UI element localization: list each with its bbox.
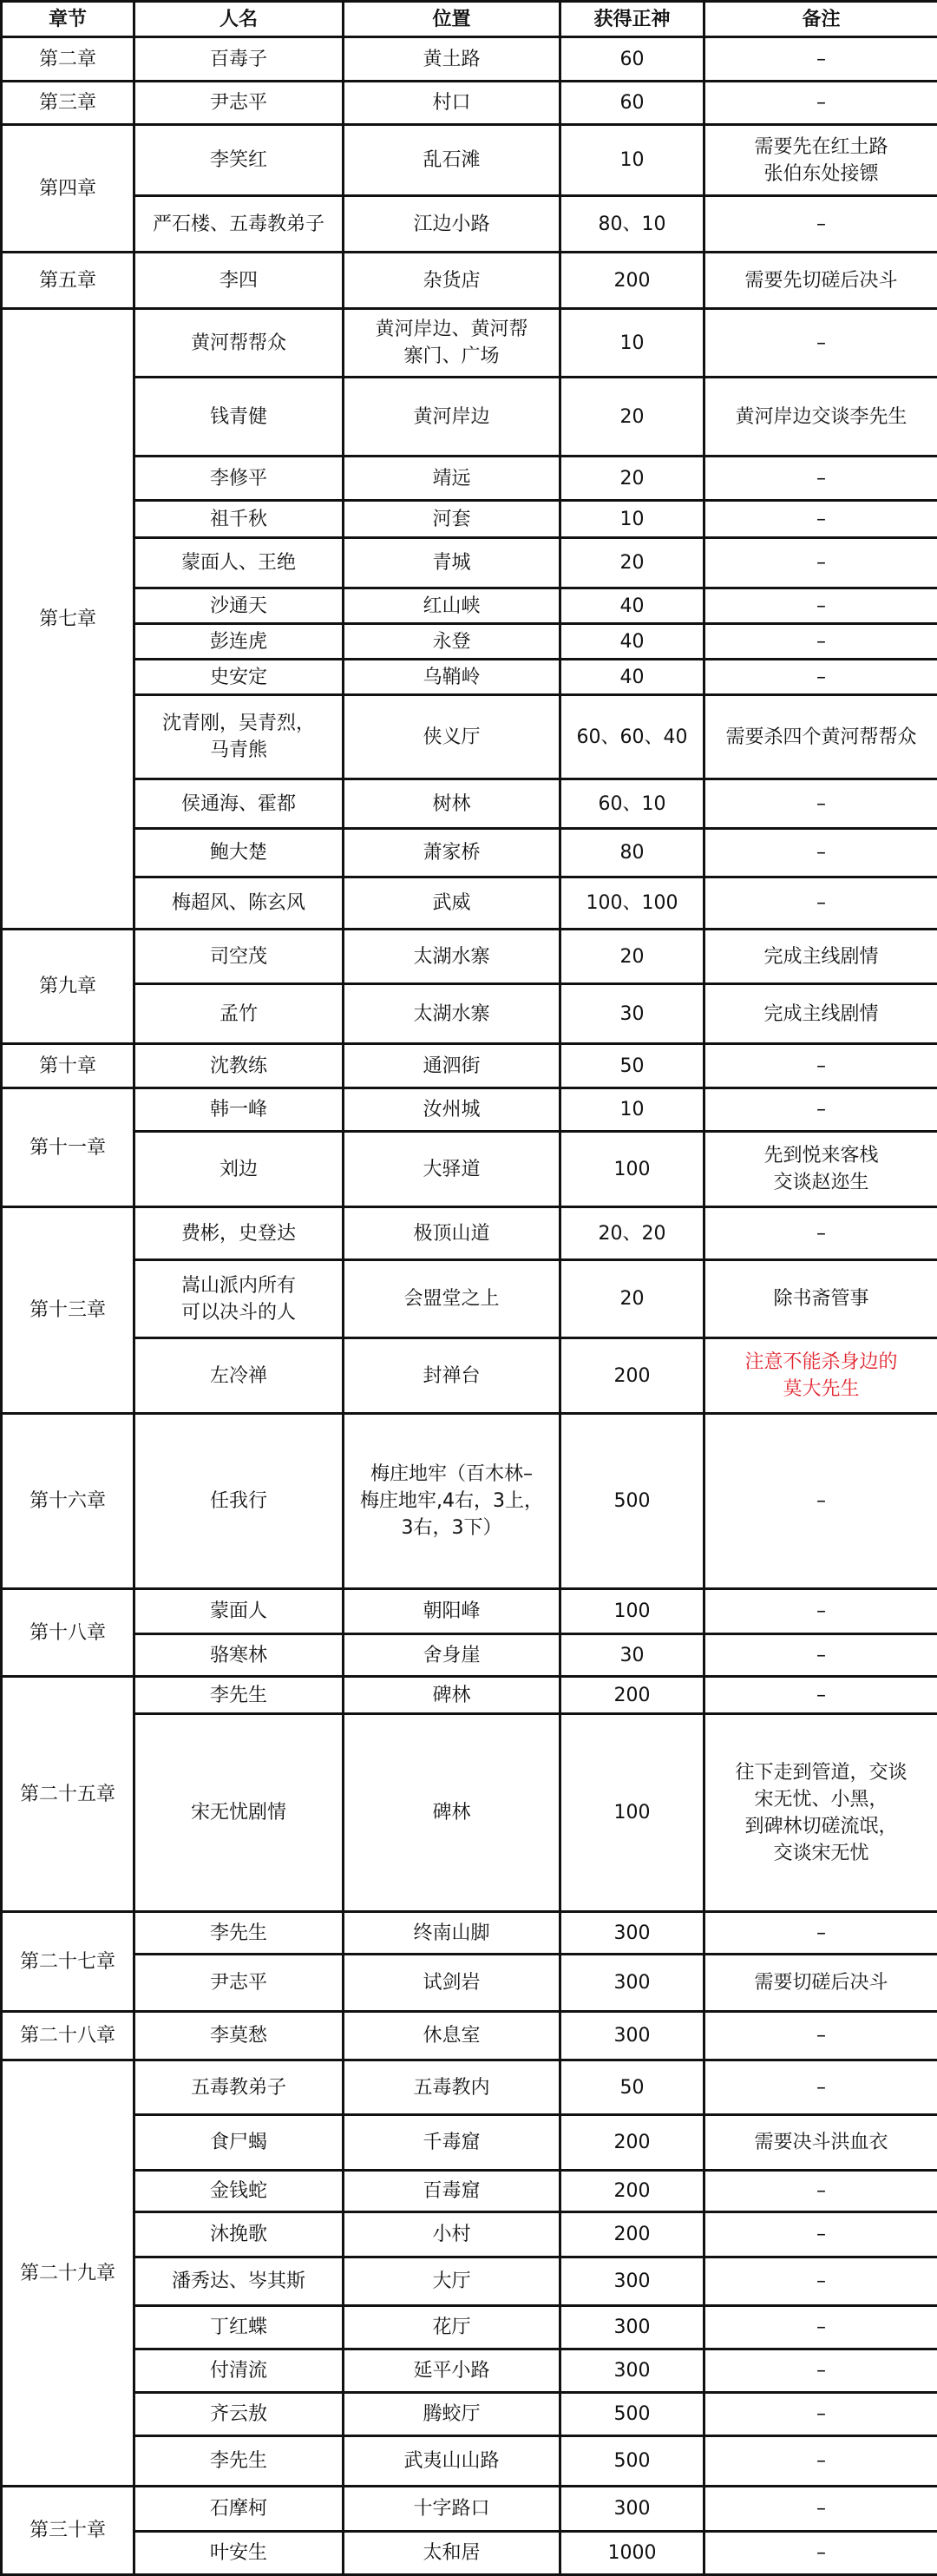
table-row	[2, 1414, 937, 1589]
table-row	[2, 1677, 937, 1714]
chapter-cell: 第九章	[2, 930, 134, 1044]
location-cell: 碑林	[344, 1714, 560, 1912]
table-row	[2, 1044, 937, 1088]
name-cell: 尹志平	[134, 82, 344, 125]
chapter-cell: 第七章	[2, 309, 134, 930]
note-cell: –	[704, 82, 937, 125]
name-cell: 沈教练	[134, 1044, 344, 1088]
name-cell: 李先生	[134, 1677, 344, 1714]
table-row	[2, 309, 937, 378]
note-cell: 需要切磋后决斗	[704, 1955, 937, 2012]
note-cell: –	[704, 1414, 937, 1589]
reward-cell: 300	[560, 2257, 704, 2306]
note-cell: –	[704, 1088, 937, 1132]
note-cell: –	[704, 1634, 937, 1677]
note-cell: 完成主线剧情	[704, 930, 937, 984]
location-cell: 太湖水寨	[344, 984, 560, 1044]
reward-cell: 10	[560, 309, 704, 378]
location-cell: 武夷山山路	[344, 2436, 560, 2487]
note-cell: –	[704, 196, 937, 253]
name-cell: 韩一峰	[134, 1088, 344, 1132]
reward-cell: 200	[560, 2171, 704, 2212]
reward-cell: 20	[560, 1260, 704, 1338]
reward-cell: 20	[560, 457, 704, 501]
location-cell: 武威	[344, 877, 560, 930]
location-cell: 江边小路	[344, 196, 560, 253]
table-row	[2, 1207, 937, 1260]
note-cell: 先到悦来客栈 交谈赵迩生	[704, 1132, 937, 1207]
location-cell: 腾蛟厅	[344, 2393, 560, 2436]
location-cell: 会盟堂之上	[344, 1260, 560, 1338]
table-row	[2, 779, 937, 829]
table-row	[2, 1912, 937, 1955]
name-cell: 祖千秋	[134, 501, 344, 538]
note-cell: –	[704, 660, 937, 695]
chapter-cell: 第四章	[2, 125, 134, 253]
location-cell: 村口	[344, 82, 560, 125]
note-cell: 黄河岸边交谈李先生	[704, 378, 937, 457]
reward-cell: 20	[560, 378, 704, 457]
reward-cell: 300	[560, 2487, 704, 2532]
name-cell: 侯通海、霍都	[134, 779, 344, 829]
table-row	[2, 930, 937, 984]
location-cell: 试剑岩	[344, 1955, 560, 2012]
table-row	[2, 2306, 937, 2349]
table-row	[2, 457, 937, 501]
table-row	[2, 82, 937, 125]
table-row	[2, 1088, 937, 1132]
note-cell: –	[704, 2306, 937, 2349]
note-cell: –	[704, 779, 937, 829]
name-cell: 尹志平	[134, 1955, 344, 2012]
name-cell: 李先生	[134, 2436, 344, 2487]
name-cell: 百毒子	[134, 37, 344, 82]
note-cell: –	[704, 2171, 937, 2212]
note-cell: –	[704, 2212, 937, 2257]
location-cell: 休息室	[344, 2012, 560, 2060]
reward-cell: 100	[560, 1714, 704, 1912]
name-cell: 鲍大楚	[134, 829, 344, 877]
note-cell: 需要先在红土路 张伯东处接镖	[704, 125, 937, 196]
location-cell: 汝州城	[344, 1088, 560, 1132]
location-cell: 千毒窟	[344, 2115, 560, 2171]
chapter-cell: 第二章	[2, 37, 134, 82]
name-cell: 齐云敖	[134, 2393, 344, 2436]
note-cell: –	[704, 2436, 937, 2487]
name-cell: 李修平	[134, 457, 344, 501]
table-row	[2, 125, 937, 196]
location-cell: 太湖水寨	[344, 930, 560, 984]
name-cell: 李笑红	[134, 125, 344, 196]
note-cell: –	[704, 624, 937, 660]
table-row	[2, 1589, 937, 1634]
name-cell: 左冷禅	[134, 1338, 344, 1414]
table-row	[2, 1260, 937, 1338]
name-cell: 嵩山派内所有 可以决斗的人	[134, 1260, 344, 1338]
header-row	[2, 2, 937, 37]
name-cell: 黄河帮帮众	[134, 309, 344, 378]
table-row	[2, 1132, 937, 1207]
table-row	[2, 2393, 937, 2436]
name-cell: 沐挽歌	[134, 2212, 344, 2257]
name-cell: 李先生	[134, 1912, 344, 1955]
name-cell: 沈青刚，吴青烈， 马青熊	[134, 695, 344, 779]
location-cell: 黄河岸边、黄河帮 寨门、广场	[344, 309, 560, 378]
location-cell: 大厅	[344, 2257, 560, 2306]
note-cell: 需要决斗洪血衣	[704, 2115, 937, 2171]
name-cell: 李四	[134, 253, 344, 309]
note-cell: –	[704, 877, 937, 930]
chapter-cell: 第十三章	[2, 1207, 134, 1414]
table-row	[2, 2012, 937, 2060]
note-cell: –	[704, 1207, 937, 1260]
location-cell: 五毒教内	[344, 2060, 560, 2115]
table-row	[2, 2257, 937, 2306]
location-cell: 碑林	[344, 1677, 560, 1714]
reward-cell: 40	[560, 624, 704, 660]
table-row	[2, 1634, 937, 1677]
chapter-cell: 第十章	[2, 1044, 134, 1088]
name-cell: 任我行	[134, 1414, 344, 1589]
reward-cell: 200	[560, 253, 704, 309]
table-row	[2, 1714, 937, 1912]
header-chapter: 章节	[2, 2, 134, 37]
name-cell: 丁红蝶	[134, 2306, 344, 2349]
note-cell: –	[704, 588, 937, 624]
location-cell: 大驿道	[344, 1132, 560, 1207]
reward-cell: 10	[560, 1088, 704, 1132]
table-row	[2, 588, 937, 624]
chapter-cell: 第二十七章	[2, 1912, 134, 2012]
location-cell: 花厅	[344, 2306, 560, 2349]
table-row	[2, 2349, 937, 2393]
name-cell: 梅超风、陈玄风	[134, 877, 344, 930]
note-cell: –	[704, 2393, 937, 2436]
table-row	[2, 2115, 937, 2171]
chapter-cell: 第二十九章	[2, 2060, 134, 2487]
reward-cell: 20	[560, 538, 704, 588]
note-cell: –	[704, 1677, 937, 1714]
note-cell: –	[704, 538, 937, 588]
name-cell: 彭连虎	[134, 624, 344, 660]
reward-cell: 500	[560, 2393, 704, 2436]
reward-cell: 50	[560, 1044, 704, 1088]
reward-cell: 60	[560, 82, 704, 125]
location-cell: 乌鞘岭	[344, 660, 560, 695]
chapter-cell: 第五章	[2, 253, 134, 309]
location-cell: 乱石滩	[344, 125, 560, 196]
location-cell: 永登	[344, 624, 560, 660]
table-row	[2, 196, 937, 253]
table-row	[2, 2060, 937, 2115]
name-cell: 金钱蛇	[134, 2171, 344, 2212]
reward-cell: 60、10	[560, 779, 704, 829]
table-row	[2, 501, 937, 538]
location-cell: 红山峡	[344, 588, 560, 624]
location-cell: 杂货店	[344, 253, 560, 309]
table-row	[2, 2212, 937, 2257]
name-cell: 宋无忧剧情	[134, 1714, 344, 1912]
location-cell: 延平小路	[344, 2349, 560, 2393]
note-cell: –	[704, 2012, 937, 2060]
reward-cell: 10	[560, 501, 704, 538]
name-cell: 孟竹	[134, 984, 344, 1044]
reward-cell: 200	[560, 1677, 704, 1714]
location-cell: 终南山脚	[344, 1912, 560, 1955]
table-row	[2, 2436, 937, 2487]
name-cell: 付清流	[134, 2349, 344, 2393]
table-row	[2, 2487, 937, 2532]
location-cell: 树林	[344, 779, 560, 829]
reward-cell: 20、20	[560, 1207, 704, 1260]
reward-cell: 30	[560, 984, 704, 1044]
name-cell: 蒙面人、王绝	[134, 538, 344, 588]
note-cell: 注意不能杀身边的 莫大先生	[704, 1338, 937, 1414]
location-cell: 河套	[344, 501, 560, 538]
location-cell: 青城	[344, 538, 560, 588]
reward-cell: 80	[560, 829, 704, 877]
note-cell: 完成主线剧情	[704, 984, 937, 1044]
location-cell: 十字路口	[344, 2487, 560, 2532]
header-location: 位置	[344, 2, 560, 37]
chapter-cell: 第二十八章	[2, 2012, 134, 2060]
chapter-cell: 第十六章	[2, 1414, 134, 1589]
reward-cell: 40	[560, 588, 704, 624]
note-cell: –	[704, 37, 937, 82]
location-cell: 小村	[344, 2212, 560, 2257]
chapter-cell: 第十一章	[2, 1088, 134, 1207]
table-row	[2, 2532, 937, 2575]
table-row	[2, 378, 937, 457]
name-cell: 史安定	[134, 660, 344, 695]
note-cell: –	[704, 1912, 937, 1955]
note-cell: –	[704, 457, 937, 501]
reward-cell: 60	[560, 37, 704, 82]
name-cell: 蒙面人	[134, 1589, 344, 1634]
reward-cell: 10	[560, 125, 704, 196]
note-cell: 往下走到管道，交谈 宋无忧、小黑， 到碑林切磋流氓， 交谈宋无忧	[704, 1714, 937, 1912]
name-cell: 严石楼、五毒教弟子	[134, 196, 344, 253]
name-cell: 刘边	[134, 1132, 344, 1207]
table-row	[2, 1955, 937, 2012]
chapter-cell: 第十八章	[2, 1589, 134, 1677]
table-row	[2, 1338, 937, 1414]
reward-cell: 30	[560, 1634, 704, 1677]
note-cell: –	[704, 501, 937, 538]
location-cell: 太和居	[344, 2532, 560, 2575]
location-cell: 百毒窟	[344, 2171, 560, 2212]
name-cell: 司空茂	[134, 930, 344, 984]
note-cell: –	[704, 2060, 937, 2115]
reward-cell: 20	[560, 930, 704, 984]
table-row	[2, 660, 937, 695]
header-note: 备注	[704, 2, 937, 37]
note-cell: –	[704, 1589, 937, 1634]
name-cell: 潘秀达、岑其斯	[134, 2257, 344, 2306]
name-cell: 石摩柯	[134, 2487, 344, 2532]
name-cell: 费彬，史登达	[134, 1207, 344, 1260]
location-cell: 靖远	[344, 457, 560, 501]
table-row	[2, 37, 937, 82]
header-reward: 获得正神	[560, 2, 704, 37]
note-cell: –	[704, 829, 937, 877]
note-cell: 除书斋管事	[704, 1260, 937, 1338]
reward-cell: 200	[560, 1338, 704, 1414]
name-cell: 李莫愁	[134, 2012, 344, 2060]
chapter-cell: 第三章	[2, 82, 134, 125]
reward-cell: 300	[560, 2349, 704, 2393]
reward-cell: 1000	[560, 2532, 704, 2575]
reward-cell: 200	[560, 2212, 704, 2257]
note-cell: –	[704, 2487, 937, 2532]
reward-cell: 100	[560, 1589, 704, 1634]
location-cell: 舍身崖	[344, 1634, 560, 1677]
table-row	[2, 538, 937, 588]
reward-cell: 60、60、40	[560, 695, 704, 779]
reward-cell: 100	[560, 1132, 704, 1207]
location-cell: 朝阳峰	[344, 1589, 560, 1634]
table-row	[2, 624, 937, 660]
reward-cell: 50	[560, 2060, 704, 2115]
reward-cell: 80、10	[560, 196, 704, 253]
reward-cell: 300	[560, 2012, 704, 2060]
name-cell: 五毒教弟子	[134, 2060, 344, 2115]
name-cell: 钱青健	[134, 378, 344, 457]
reward-cell: 200	[560, 2115, 704, 2171]
location-cell: 黄河岸边	[344, 378, 560, 457]
reward-cell: 300	[560, 2306, 704, 2349]
location-cell: 梅庄地牢（百木林– 梅庄地牢,4右，3上， 3右，3下）	[344, 1414, 560, 1589]
reward-cell: 40	[560, 660, 704, 695]
note-cell: –	[704, 309, 937, 378]
location-cell: 封禅台	[344, 1338, 560, 1414]
location-cell: 侠义厅	[344, 695, 560, 779]
reward-cell: 300	[560, 1912, 704, 1955]
note-cell: –	[704, 2532, 937, 2575]
reward-cell: 500	[560, 1414, 704, 1589]
location-cell: 通泗街	[344, 1044, 560, 1088]
name-cell: 骆寒林	[134, 1634, 344, 1677]
location-cell: 萧家桥	[344, 829, 560, 877]
table-row	[2, 253, 937, 309]
table-body	[2, 37, 937, 2575]
header-name: 人名	[134, 2, 344, 37]
table-row	[2, 2171, 937, 2212]
reward-cell: 300	[560, 1955, 704, 2012]
table-row	[2, 984, 937, 1044]
name-cell: 食尸蝎	[134, 2115, 344, 2171]
table-row	[2, 695, 937, 779]
table-row	[2, 829, 937, 877]
name-cell: 沙通天	[134, 588, 344, 624]
table-row	[2, 877, 937, 930]
location-cell: 极顶山道	[344, 1207, 560, 1260]
note-cell: 需要杀四个黄河帮帮众	[704, 695, 937, 779]
chapter-cell: 第二十五章	[2, 1677, 134, 1912]
reward-cell: 100、100	[560, 877, 704, 930]
note-cell: –	[704, 2257, 937, 2306]
chapter-cell: 第三十章	[2, 2487, 134, 2575]
note-cell: –	[704, 1044, 937, 1088]
reward-cell: 500	[560, 2436, 704, 2487]
location-cell: 黄土路	[344, 37, 560, 82]
note-cell: –	[704, 2349, 937, 2393]
name-cell: 叶安生	[134, 2532, 344, 2575]
note-cell: 需要先切磋后决斗	[704, 253, 937, 309]
